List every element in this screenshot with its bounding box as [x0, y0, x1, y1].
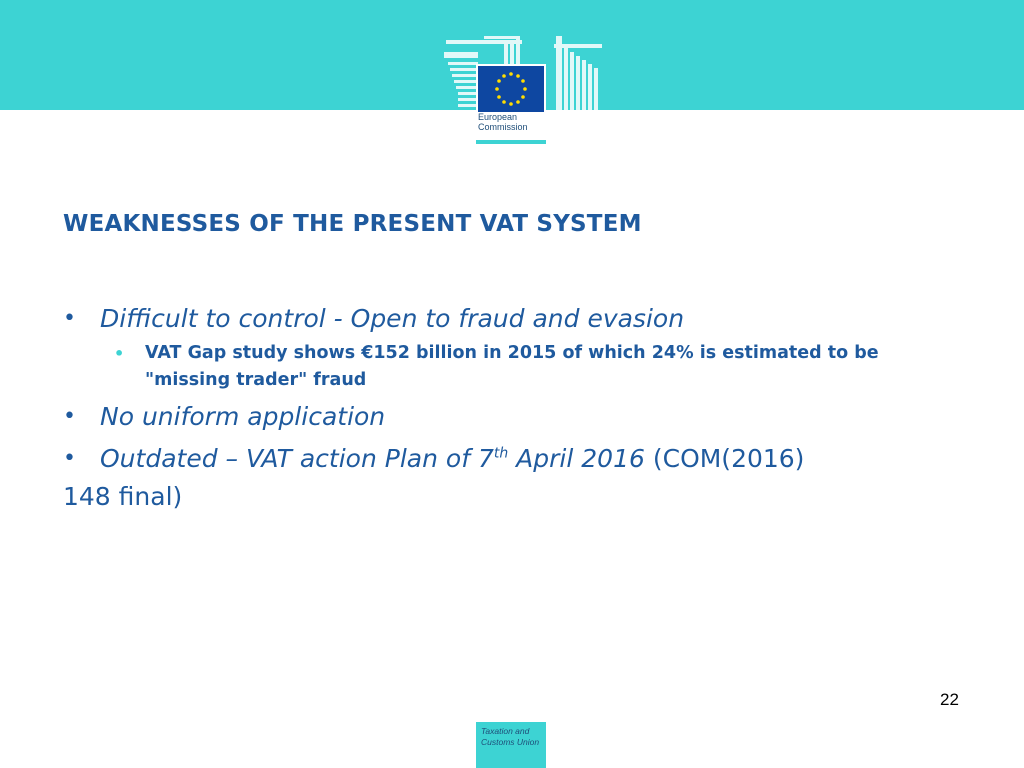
- bullet-item: [63, 440, 963, 516]
- bullet-text-reference: (COM(2016): [644, 444, 805, 473]
- slide-title: WEAKNESSES OF THE PRESENT VAT SYSTEM: [63, 211, 642, 237]
- bullet-text-date: April 2016: [508, 444, 645, 473]
- sub-bullet-item: [63, 340, 963, 394]
- bullet-text: Difficult to control - Open to fraud and evasion: [100, 304, 685, 333]
- bullet-item: [63, 300, 963, 338]
- bullet-list: [63, 300, 963, 516]
- logo-text: European Commission: [478, 112, 528, 132]
- sub-bullet-dot-icon: •: [114, 344, 125, 363]
- bullet-dot-icon: •: [63, 446, 76, 471]
- bullet-text: No uniform application: [100, 402, 386, 431]
- taxation-customs-badge: [476, 722, 546, 768]
- badge-text: Taxation and Customs Union: [481, 726, 540, 747]
- sub-bullet-text: VAT Gap study shows €152 billion in 2015 of which 24% is estimated to be "missing trader" fraud: [145, 343, 879, 390]
- bullet-dot-icon: •: [63, 404, 76, 429]
- bullet-text-wrap: 148 final): [63, 482, 183, 511]
- page-number: 22: [940, 690, 959, 709]
- bullet-superscript: th: [493, 445, 509, 462]
- bullet-item: [63, 398, 963, 436]
- bullet-text-prefix: Outdated – VAT action Plan of 7: [100, 444, 494, 473]
- bullet-dot-icon: •: [63, 306, 76, 331]
